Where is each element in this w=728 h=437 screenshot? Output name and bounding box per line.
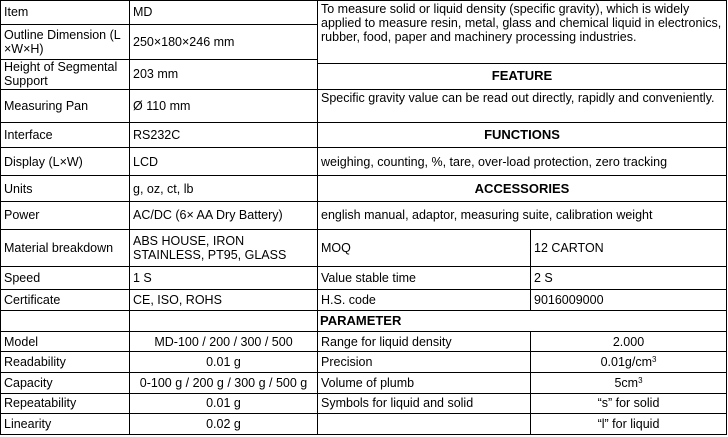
param-label2: Symbols for liquid and solid <box>318 393 531 414</box>
outline-label: Outline Dimension (L ×W×H) <box>1 24 130 59</box>
table-row <box>1 148 727 176</box>
material-value: ABS HOUSE, IRON STAINLESS, PT95, GLASS <box>130 229 318 266</box>
param-value: 0.02 g <box>130 414 318 435</box>
param-label: Capacity <box>1 373 130 394</box>
stable-label: Value stable time <box>318 266 531 289</box>
power-value: AC/DC (6× AA Dry Battery) <box>130 201 318 229</box>
speed-label: Speed <box>1 266 130 289</box>
item-value: MD <box>130 1 318 25</box>
parameter-heading: PARAMETER <box>318 311 727 332</box>
item-label: Item <box>1 1 130 25</box>
hscode-label: H.S. code <box>318 289 531 311</box>
display-value: LCD <box>130 148 318 176</box>
empty-cell <box>1 311 130 332</box>
param-label2: Volume of plumb <box>318 373 531 394</box>
table-row <box>1 331 727 352</box>
empty-cell <box>130 311 318 332</box>
certificate-label: Certificate <box>1 289 130 311</box>
table-row <box>1 373 727 394</box>
param-label2: Precision <box>318 352 531 373</box>
table-row <box>1 201 727 229</box>
param-label: Model <box>1 331 130 352</box>
moq-value: 12 CARTON <box>531 229 727 266</box>
param-label: Repeatability <box>1 393 130 414</box>
accessories-heading: ACCESSORIES <box>318 176 727 202</box>
param-value2: “l” for liquid <box>531 414 727 435</box>
units-label: Units <box>1 176 130 202</box>
param-label2 <box>318 414 531 435</box>
accessories-text: english manual, adaptor, measuring suite, calibration weight <box>318 201 727 229</box>
material-label: Material breakdown <box>1 229 130 266</box>
feature-heading: FEATURE <box>318 64 727 89</box>
interface-value: RS232C <box>130 122 318 148</box>
units-value: g, oz, ct, lb <box>130 176 318 202</box>
param-value: MD-100 / 200 / 300 / 500 <box>130 331 318 352</box>
param-value2-text: 5cm <box>614 375 639 390</box>
table-row <box>1 176 727 202</box>
speed-value: 1 S <box>130 266 318 289</box>
outline-value: 250×180×246 mm <box>130 24 318 59</box>
interface-label: Interface <box>1 122 130 148</box>
pan-label: Measuring Pan <box>1 89 130 122</box>
hscode-value: 9016009000 <box>531 289 727 311</box>
height-value: 203 mm <box>130 59 318 89</box>
table-row <box>1 89 727 122</box>
functions-text: weighing, counting, %, tare, over-load protection, zero tracking <box>318 148 727 176</box>
table-row <box>1 311 727 332</box>
stable-value: 2 S <box>531 266 727 289</box>
table-row <box>1 229 727 266</box>
superscript: 3 <box>638 375 643 385</box>
param-value2 <box>531 373 727 394</box>
param-value: 0.01 g <box>130 393 318 414</box>
table-row <box>1 266 727 289</box>
param-value2: 2.000 <box>531 331 727 352</box>
feature-text: Specific gravity value can be read out directly, rapidly and conveniently. <box>318 89 727 122</box>
height-label: Height of Segmental Support <box>1 59 130 89</box>
description-text: To measure solid or liquid density (specific gravity), which is widely applied to measure resin, metal, glass and chemical liquid in electronics, rubber, food, paper and machinery processing industries. <box>318 1 727 64</box>
table-row <box>1 414 727 435</box>
table-row <box>1 352 727 373</box>
table-row <box>1 1 727 25</box>
param-value2 <box>531 352 727 373</box>
table-row <box>1 393 727 414</box>
param-value2: “s” for solid <box>531 393 727 414</box>
certificate-value: CE, ISO, ROHS <box>130 289 318 311</box>
power-label: Power <box>1 201 130 229</box>
pan-value: Ø 110 mm <box>130 89 318 122</box>
functions-heading: FUNCTIONS <box>318 122 727 148</box>
param-value: 0-100 g / 200 g / 300 g / 500 g <box>130 373 318 394</box>
param-label2: Range for liquid density <box>318 331 531 352</box>
table-row <box>1 122 727 148</box>
param-value2-text: 0.01g/cm <box>600 355 652 370</box>
display-label: Display (L×W) <box>1 148 130 176</box>
param-label: Readability <box>1 352 130 373</box>
moq-label: MOQ <box>318 229 531 266</box>
param-value: 0.01 g <box>130 352 318 373</box>
table-row <box>1 289 727 311</box>
param-label: Linearity <box>1 414 130 435</box>
superscript: 3 <box>651 355 657 365</box>
